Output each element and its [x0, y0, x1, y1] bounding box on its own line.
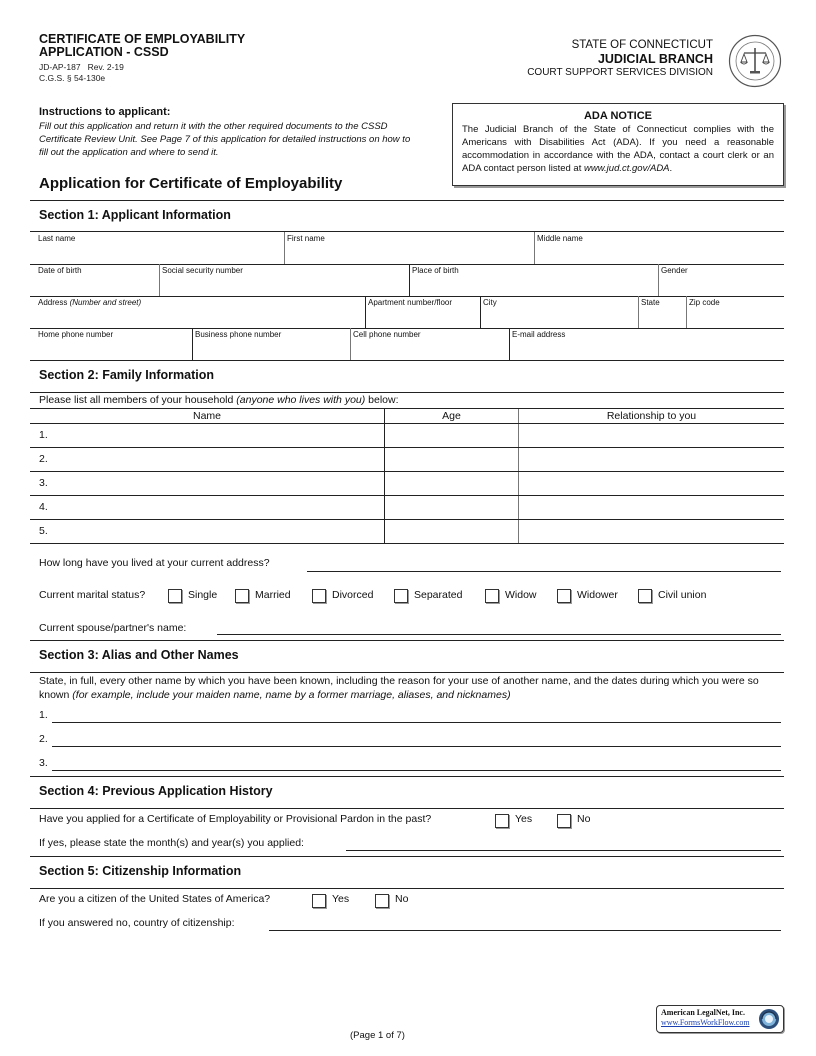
marital-widow-checkbox[interactable] [485, 589, 499, 603]
divider [30, 392, 784, 393]
branch-name: JUDICIAL BRANCH [597, 52, 713, 66]
gender-label: Gender [661, 266, 688, 275]
household-relationship-input[interactable] [523, 475, 780, 493]
alias-input[interactable] [52, 731, 781, 747]
row-number: 2. [39, 453, 48, 465]
household-age-cell[interactable] [384, 424, 518, 447]
spouse-name-label: Current spouse/partner's name: [39, 622, 187, 634]
alias-number: 2. [39, 733, 48, 745]
instructions-title: Instructions to applicant: [39, 106, 171, 118]
section1-title: Section 1: Applicant Information [39, 208, 231, 222]
home-phone-input[interactable] [38, 340, 190, 358]
marital-status-label: Current marital status? [39, 589, 146, 601]
household-age-input[interactable] [389, 451, 514, 469]
alias-number: 1. [39, 709, 48, 721]
divider [30, 776, 784, 777]
ssn-label: Social security number [162, 266, 243, 275]
city-field[interactable] [480, 296, 638, 328]
marital-married-label: Married [255, 589, 291, 601]
household-intro-text: Please list all members of your household [39, 394, 237, 406]
place-of-birth-field[interactable] [409, 264, 658, 296]
household-relationship-input[interactable] [523, 427, 780, 445]
table-row [30, 424, 784, 448]
column-header-relationship: Relationship to you [518, 409, 784, 423]
form-title [39, 33, 245, 59]
household-relationship-cell[interactable] [518, 424, 784, 447]
divider [30, 640, 784, 641]
city-label: City [483, 298, 497, 307]
citizen-no-checkbox[interactable] [375, 894, 389, 908]
prior-application-yes-label: Yes [515, 813, 533, 825]
apartment-label: Apartment number/floor [368, 298, 453, 307]
ada-notice-title: ADA NOTICE [583, 110, 653, 122]
section4-title: Section 4: Previous Application History [39, 784, 273, 798]
dob-label: Date of birth [38, 266, 82, 275]
column-header-name: Name [192, 410, 221, 422]
dob-input[interactable] [38, 276, 157, 294]
row-number: 5. [39, 525, 48, 537]
household-name-input[interactable] [50, 427, 380, 445]
marital-single-checkbox[interactable] [168, 589, 182, 603]
alias-input[interactable] [52, 707, 781, 723]
divider [30, 360, 784, 361]
household-name-input[interactable] [50, 523, 380, 541]
division-name: COURT SUPPORT SERVICES DIVISION [527, 67, 713, 78]
table-row [30, 496, 784, 520]
marital-civil-union-label: Civil union [658, 589, 707, 601]
household-age-cell[interactable] [384, 496, 518, 519]
business-phone-field[interactable] [192, 328, 350, 360]
ada-notice-end: . [669, 163, 673, 174]
home-phone-field[interactable] [36, 328, 192, 360]
alias-intro [39, 674, 779, 702]
ssn-input[interactable] [162, 276, 407, 294]
household-age-input[interactable] [389, 499, 514, 517]
place-of-birth-label: Place of birth [412, 266, 459, 275]
alias-number: 3. [39, 757, 48, 769]
household-name-input[interactable] [50, 451, 380, 469]
ada-notice-body [462, 123, 774, 175]
address-input[interactable] [38, 308, 363, 326]
section5-title: Section 5: Citizenship Information [39, 864, 242, 878]
first-name-input[interactable] [287, 244, 532, 262]
household-intro-italic: (anyone who lives with you) [236, 394, 366, 406]
divider [30, 200, 784, 201]
state-field[interactable] [638, 296, 686, 328]
marital-widower-checkbox[interactable] [557, 589, 571, 603]
dob-field[interactable] [36, 264, 159, 296]
marital-divorced-checkbox[interactable] [312, 589, 326, 603]
household-name-cell[interactable] [30, 472, 384, 495]
household-age-input[interactable] [389, 523, 514, 541]
household-intro [39, 394, 399, 406]
household-table-header [30, 408, 784, 424]
section3-title: Section 3: Alias and Other Names [39, 648, 239, 662]
business-phone-label: Business phone number [195, 330, 282, 339]
marital-divorced-label: Divorced [332, 589, 374, 601]
ada-notice-box [452, 103, 784, 186]
divider [30, 808, 784, 809]
household-relationship-input[interactable] [523, 523, 780, 541]
table-row [30, 448, 784, 472]
household-relationship-cell[interactable] [518, 472, 784, 495]
email-label: E-mail address [512, 330, 566, 339]
middle-name-label: Middle name [537, 234, 583, 243]
ada-notice-text: The Judicial Branch of the State of Connecticut complies with the Americans with Disabilities Act (ADA). If you need a reasonable accommodation in accordance with the ADA, contact a court clerk or an ADA contact person listed at [462, 124, 774, 174]
zip-field[interactable] [686, 296, 784, 328]
middle-name-field[interactable] [534, 232, 784, 264]
divider [30, 888, 784, 889]
cell-phone-label: Cell phone number [353, 330, 421, 339]
state-input[interactable] [641, 308, 684, 326]
alias-intro-italic: (for example, include your maiden name, name by a former marriage, aliases, and nicknames) [72, 689, 511, 701]
vendor-globe-icon [758, 1008, 780, 1030]
zip-input[interactable] [689, 308, 782, 326]
last-name-field[interactable] [36, 232, 284, 264]
apartment-field[interactable] [365, 296, 480, 328]
how-long-label: How long have you lived at your current address? [39, 557, 270, 569]
household-name-input[interactable] [50, 499, 380, 517]
divider [30, 856, 784, 857]
first-name-label: First name [287, 234, 325, 243]
spouse-name-input[interactable] [217, 619, 781, 635]
country-of-citizenship-input[interactable] [269, 915, 781, 931]
marital-married-checkbox[interactable] [235, 589, 249, 603]
household-name-input[interactable] [50, 475, 380, 493]
gender-field[interactable] [658, 264, 784, 296]
household-age-input[interactable] [389, 475, 514, 493]
apartment-input[interactable] [368, 308, 478, 326]
marital-single-label: Single [188, 589, 218, 601]
marital-separated-checkbox[interactable] [394, 589, 408, 603]
vendor-badge[interactable] [656, 1005, 784, 1033]
table-row [30, 520, 784, 544]
instructions-body: Fill out this application and return it with the other required documents to the CSSD Certificate Review Unit. See Page 7 of this application for detailed instructions on how to fill out the application and where to send it. [39, 121, 411, 158]
address-label-text: Address [38, 298, 68, 307]
state-name: STATE OF CONNECTICUT [571, 39, 713, 51]
how-long-input[interactable] [307, 556, 781, 572]
citizen-yes-label: Yes [332, 893, 350, 905]
table-row [30, 472, 784, 496]
household-age-cell[interactable] [384, 520, 518, 543]
marital-civil-union-checkbox[interactable] [638, 589, 652, 603]
form-meta [39, 62, 124, 84]
marital-widow-label: Widow [505, 589, 537, 601]
prior-application-question: Have you applied for a Certificate of Employability or Provisional Pardon in the past? [39, 813, 432, 825]
citizen-yes-checkbox[interactable] [312, 894, 326, 908]
last-name-label: Last name [38, 234, 76, 243]
vendor-name: American LegalNet, Inc. [661, 1008, 745, 1017]
prior-application-no-label: No [577, 813, 591, 825]
page-number: (Page 1 of 7) [350, 1030, 405, 1041]
first-name-field[interactable] [284, 232, 534, 264]
household-name-cell[interactable] [30, 424, 384, 447]
state-label: State [641, 298, 660, 307]
home-phone-label: Home phone number [38, 330, 114, 339]
household-name-cell[interactable] [30, 520, 384, 543]
address-label [36, 296, 365, 308]
cell-phone-field[interactable] [350, 328, 509, 360]
household-intro-end: below: [365, 394, 399, 406]
section2-title: Section 2: Family Information [39, 368, 215, 382]
alias-intro-text: State, in full, every other name by which you have been known, including the reason for your use of another name, and the dates during which you were so known [39, 675, 759, 701]
gender-input[interactable] [661, 276, 782, 294]
household-relationship-cell[interactable] [518, 520, 784, 543]
last-name-input[interactable] [38, 244, 282, 262]
household-age-cell[interactable] [384, 472, 518, 495]
citizenship-question: Are you a citizen of the United States of America? [39, 893, 271, 905]
column-header-age: Age [384, 409, 518, 423]
business-phone-input[interactable] [195, 340, 348, 358]
alias-input[interactable] [52, 755, 781, 771]
household-relationship-cell[interactable] [518, 448, 784, 471]
citizen-no-label: No [395, 893, 409, 905]
address-label-hint: (Number and street) [69, 298, 142, 307]
zip-label: Zip code [689, 298, 720, 307]
prior-application-date-label: If yes, please state the month(s) and year(s) you applied: [39, 837, 304, 849]
marital-widower-label: Widower [577, 589, 618, 601]
row-number: 4. [39, 501, 48, 513]
form-title-line1: CERTIFICATE OF EMPLOYABILITY [39, 32, 246, 46]
household-age-cell[interactable] [384, 448, 518, 471]
email-input[interactable] [512, 340, 782, 358]
household-name-cell[interactable] [30, 496, 384, 519]
agency-block [527, 38, 713, 80]
prior-application-no-checkbox[interactable] [557, 814, 571, 828]
prior-application-yes-checkbox[interactable] [495, 814, 509, 828]
household-name-cell[interactable] [30, 448, 384, 471]
judicial-seal-icon [728, 34, 782, 88]
row-number: 3. [39, 477, 48, 489]
ssn-field[interactable] [159, 264, 409, 296]
form-title-line2: APPLICATION - CSSD [39, 45, 169, 59]
place-of-birth-input[interactable] [412, 276, 656, 294]
country-of-citizenship-label: If you answered no, country of citizenship: [39, 917, 235, 929]
city-input[interactable] [483, 308, 636, 326]
ada-link[interactable]: www.jud.ct.gov/ADA [583, 163, 670, 174]
statute: C.G.S. § 54-130e [39, 73, 106, 83]
address-field[interactable] [36, 296, 365, 328]
divider [30, 672, 784, 673]
household-age-input[interactable] [389, 427, 514, 445]
household-relationship-input[interactable] [523, 451, 780, 469]
email-field[interactable] [509, 328, 784, 360]
household-relationship-input[interactable] [523, 499, 780, 517]
row-number: 1. [39, 429, 48, 441]
cell-phone-input[interactable] [353, 340, 507, 358]
middle-name-input[interactable] [537, 244, 782, 262]
prior-application-date-input[interactable] [346, 835, 781, 851]
vendor-url-link[interactable]: www.FormsWorkFlow.com [661, 1018, 750, 1027]
marital-separated-label: Separated [414, 589, 463, 601]
page-title: Application for Certificate of Employability [39, 175, 343, 192]
household-relationship-cell[interactable] [518, 496, 784, 519]
form-number: JD-AP-187 Rev. 2-19 [39, 62, 124, 72]
